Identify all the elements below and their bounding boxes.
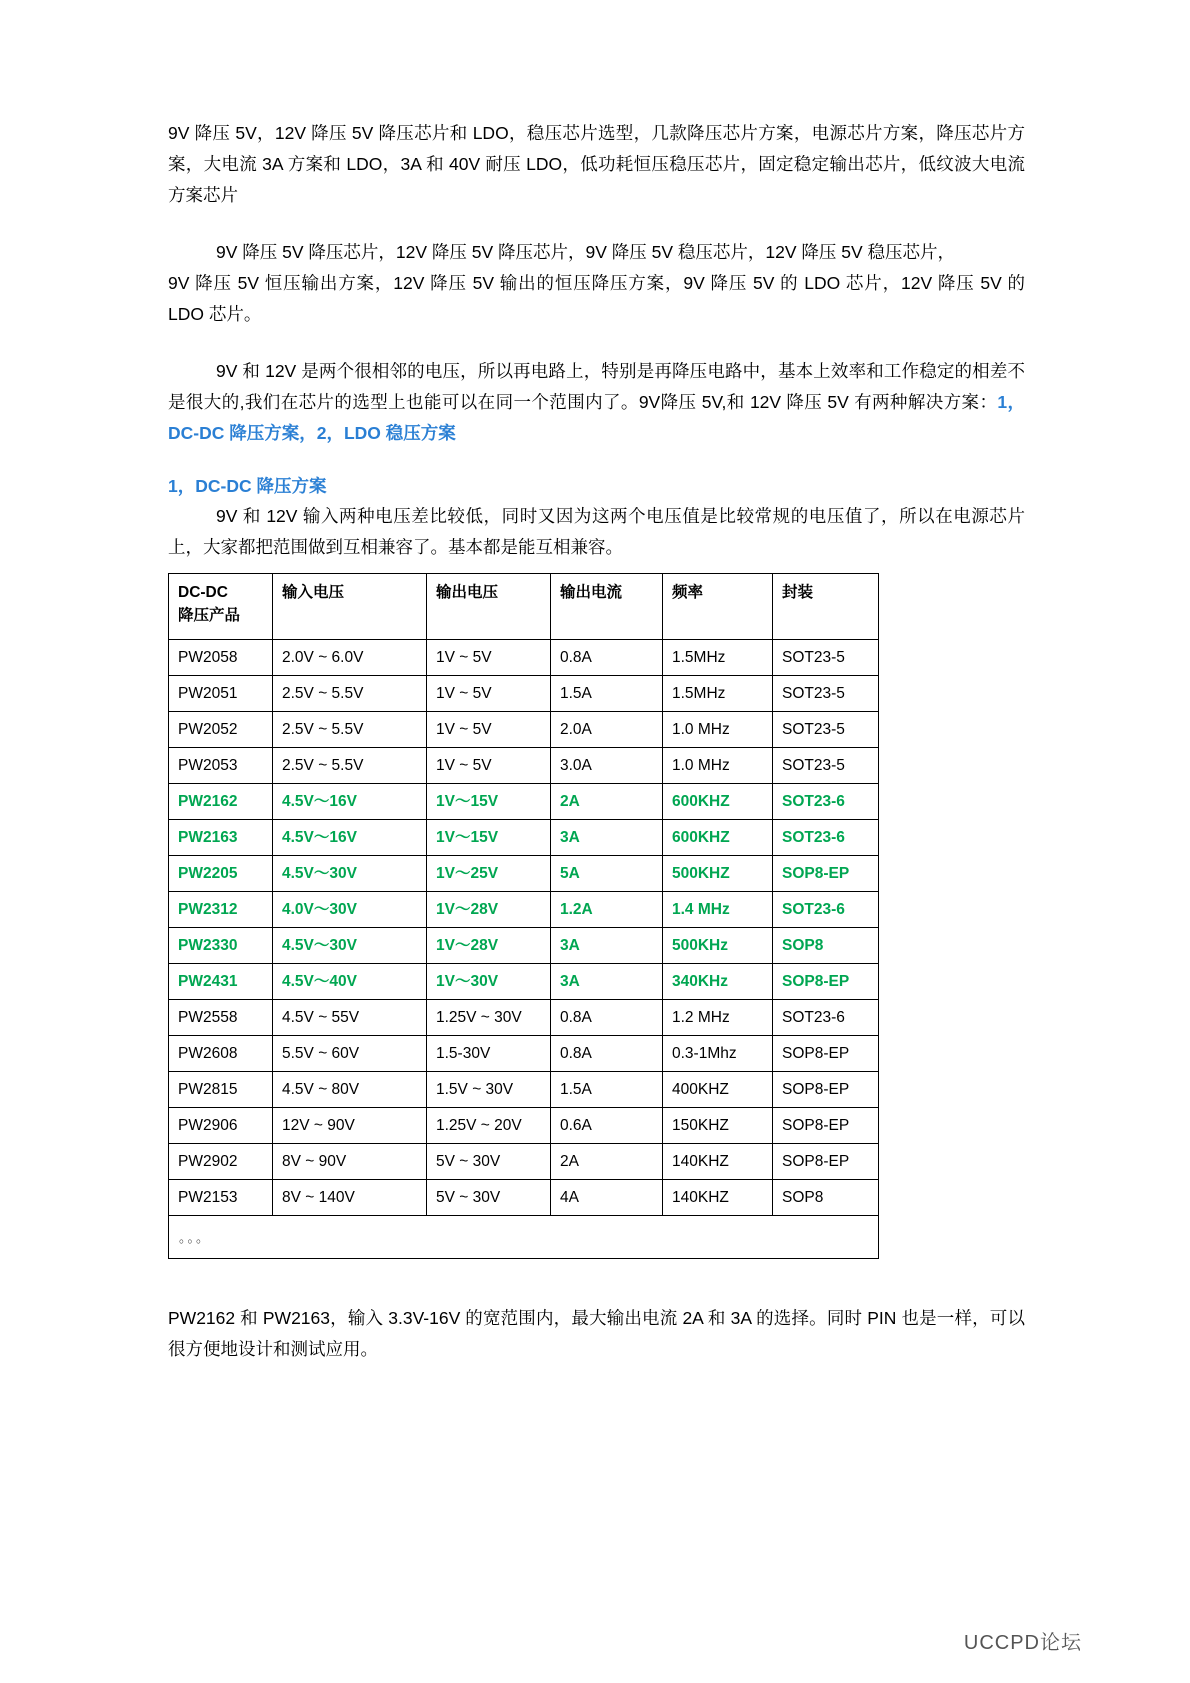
cell-product: PW2330 [169,928,273,964]
cell-output-voltage: 1.5V ~ 30V [427,1072,551,1108]
table-row [169,640,879,676]
cell-frequency: 340KHz [663,964,773,1000]
table-row [169,1144,879,1180]
cell-input-voltage: 4.5V ~ 55V [273,1000,427,1036]
column-header-output-current: 输出电流 [551,574,663,640]
column-header-frequency: 频率 [663,574,773,640]
cell-package: SOP8-EP [773,1036,879,1072]
cell-package: SOP8 [773,1180,879,1216]
cell-output-voltage: 1.25V ~ 30V [427,1000,551,1036]
table-row [169,676,879,712]
cell-output-voltage: 1V～15V [427,820,551,856]
cell-frequency: 1.2 MHz [663,1000,773,1036]
dcdc-spec-table [168,573,879,1259]
cell-product: PW2052 [169,712,273,748]
section-title: 1，DC-DC 降压方案 [168,476,327,496]
table-row-highlighted [169,964,879,1000]
cell-output-voltage: 1V ~ 5V [427,712,551,748]
cell-input-voltage: 4.5V ~ 80V [273,1072,427,1108]
cell-output-voltage: 5V ~ 30V [427,1144,551,1180]
cell-output-current: 3A [551,964,663,1000]
cell-output-voltage: 1V～25V [427,856,551,892]
cell-input-voltage: 4.0V～30V [273,892,427,928]
paragraph-2-line-2: 9V 降压 5V 恒压输出方案，12V 降压 5V 输出的恒压降压方案，9V 降压 5V 的 LDO 芯片，12V 降压 5V 的 LDO 芯片。 [168,273,1025,324]
table-row [169,712,879,748]
cell-package: SOT23-5 [773,676,879,712]
table-body [169,574,879,1259]
cell-input-voltage: 2.5V ~ 5.5V [273,676,427,712]
cell-output-current: 1.5A [551,676,663,712]
cell-package: SOT23-6 [773,820,879,856]
paragraph-2-line-1: 9V 降压 5V 降压芯片，12V 降压 5V 降压芯片，9V 降压 5V 稳压芯片，12V 降压 5V 稳压芯片， [216,242,956,262]
cell-output-voltage: 1V ~ 5V [427,748,551,784]
table-row-continuation [169,1216,879,1259]
spacer [168,330,1025,356]
cell-frequency: 500KHZ [663,856,773,892]
intro-paragraph: 9V 降压 5V，12V 降压 5V 降压芯片和 LDO，稳压芯片选型，几款降压芯片方案，电源芯片方案，降压芯片方案，大电流 3A 方案和 LDO，3A 和 40V 耐压 LDO，低功耗恒压稳压芯片，固定稳定输出芯片，低纹波大电流方案芯片 [168,123,1025,205]
cell-product: PW2205 [169,856,273,892]
cell-input-voltage: 5.5V ~ 60V [273,1036,427,1072]
cell-frequency: 140KHZ [663,1144,773,1180]
table-row [169,1000,879,1036]
cell-output-current: 2A [551,784,663,820]
cell-output-voltage: 1V ~ 5V [427,640,551,676]
cell-output-voltage: 1V～15V [427,784,551,820]
cell-frequency: 1.0 MHz [663,748,773,784]
cell-input-voltage: 12V ~ 90V [273,1108,427,1144]
cell-product: PW2312 [169,892,273,928]
section-paragraph: 9V 和 12V 输入两种电压差比较低，同时又因为这两个电压值是比较常规的电压值了，所以在电源芯片上，大家都把范围做到互相兼容了。基本都是能互相兼容。 [168,506,1025,557]
cell-output-current: 1.2A [551,892,663,928]
table-row [169,748,879,784]
cell-input-voltage: 2.5V ~ 5.5V [273,712,427,748]
cell-package: SOT23-6 [773,784,879,820]
cell-package: SOP8-EP [773,1108,879,1144]
cell-product: PW2906 [169,1108,273,1144]
cell-product: PW2051 [169,676,273,712]
cell-input-voltage: 8V ~ 90V [273,1144,427,1180]
column-header-package: 封装 [773,574,879,640]
cell-output-voltage: 1V ~ 5V [427,676,551,712]
cell-package: SOP8-EP [773,1072,879,1108]
cell-output-current: 4A [551,1180,663,1216]
cell-frequency: 500KHz [663,928,773,964]
cell-input-voltage: 4.5V～16V [273,784,427,820]
cell-frequency: 400KHZ [663,1072,773,1108]
cell-package: SOT23-5 [773,640,879,676]
column-header-product [169,574,273,640]
cell-output-voltage: 5V ~ 30V [427,1180,551,1216]
cell-output-current: 3A [551,820,663,856]
table-row [169,1072,879,1108]
column-header-output-voltage: 输出电压 [427,574,551,640]
table-row [169,1036,879,1072]
table-row-highlighted [169,928,879,964]
cell-product: PW2163 [169,820,273,856]
cell-output-current: 0.8A [551,1000,663,1036]
cell-output-current: 1.5A [551,1072,663,1108]
table-row [169,1108,879,1144]
cell-frequency: 140KHZ [663,1180,773,1216]
cell-product: PW2608 [169,1036,273,1072]
cell-output-current: 2A [551,1144,663,1180]
cell-output-current: 5A [551,856,663,892]
cell-product: PW2058 [169,640,273,676]
cell-frequency: 150KHZ [663,1108,773,1144]
cell-frequency: 600KHZ [663,820,773,856]
cell-product: PW2162 [169,784,273,820]
table-row-highlighted [169,820,879,856]
cell-frequency: 600KHZ [663,784,773,820]
cell-frequency: 1.5MHz [663,640,773,676]
cell-package: SOT23-5 [773,712,879,748]
cell-package: SOP8-EP [773,964,879,1000]
cell-package: SOP8 [773,928,879,964]
cell-output-voltage: 1V～28V [427,892,551,928]
cell-output-current: 2.0A [551,712,663,748]
table-row-highlighted [169,856,879,892]
cell-output-voltage: 1.25V ~ 20V [427,1108,551,1144]
cell-output-voltage: 1V～30V [427,964,551,1000]
cell-product: PW2815 [169,1072,273,1108]
cell-package: SOP8-EP [773,856,879,892]
cell-output-current: 0.8A [551,640,663,676]
table-row [169,1180,879,1216]
cell-frequency: 1.0 MHz [663,712,773,748]
spacer [168,211,1025,237]
cell-frequency: 0.3-1Mhz [663,1036,773,1072]
footer-paragraph: PW2162 和 PW2163，输入 3.3V-16V 的宽范围内，最大输出电流 2A 和 3A 的选择。同时 PIN 也是一样，可以很方便地设计和测试应用。 [168,1308,1025,1359]
cell-input-voltage: 4.5V～16V [273,820,427,856]
cell-package: SOT23-6 [773,1000,879,1036]
cell-input-voltage: 4.5V～40V [273,964,427,1000]
cell-input-voltage: 2.5V ~ 5.5V [273,748,427,784]
header-line-2: 降压产品 [178,607,241,624]
continuation-marker: 。。。 [169,1216,879,1259]
cell-output-current: 0.6A [551,1108,663,1144]
paragraph-3-highlight: 1，DC-DC 降压方案，2，LDO 稳压方案 [168,392,1025,443]
cell-output-voltage: 1.5-30V [427,1036,551,1072]
spacer [168,449,1025,471]
column-header-input-voltage: 输入电压 [273,574,427,640]
cell-product: PW2153 [169,1180,273,1216]
cell-input-voltage: 8V ~ 140V [273,1180,427,1216]
table-row-highlighted [169,892,879,928]
watermark: UCCPD论坛 [963,1632,1082,1654]
table-header-row [169,574,879,640]
cell-output-voltage: 1V～28V [427,928,551,964]
cell-input-voltage: 4.5V～30V [273,928,427,964]
cell-package: SOP8-EP [773,1144,879,1180]
cell-package: SOT23-5 [773,748,879,784]
cell-product: PW2053 [169,748,273,784]
cell-output-current: 0.8A [551,1036,663,1072]
paragraph-3 [168,356,1025,449]
cell-output-current: 3.0A [551,748,663,784]
cell-product: PW2431 [169,964,273,1000]
cell-package: SOT23-6 [773,892,879,928]
cell-product: PW2558 [169,1000,273,1036]
table-row-highlighted [169,784,879,820]
header-line-1: DC-DC [178,584,228,601]
cell-frequency: 1.4 MHz [663,892,773,928]
cell-product: PW2902 [169,1144,273,1180]
paragraph-3-text: 9V 和 12V 是两个很相邻的电压，所以再电路上，特别是再降压电路中，基本上效率和工作稳定的相差不是很大的,我们在芯片的选型上也能可以在同一个范围内了。9V降压 5V,和 12V 降压 5V 有两种解决方案： [168,361,1025,412]
cell-input-voltage: 4.5V～30V [273,856,427,892]
cell-output-current: 3A [551,928,663,964]
cell-input-voltage: 2.0V ~ 6.0V [273,640,427,676]
cell-frequency: 1.5MHz [663,676,773,712]
